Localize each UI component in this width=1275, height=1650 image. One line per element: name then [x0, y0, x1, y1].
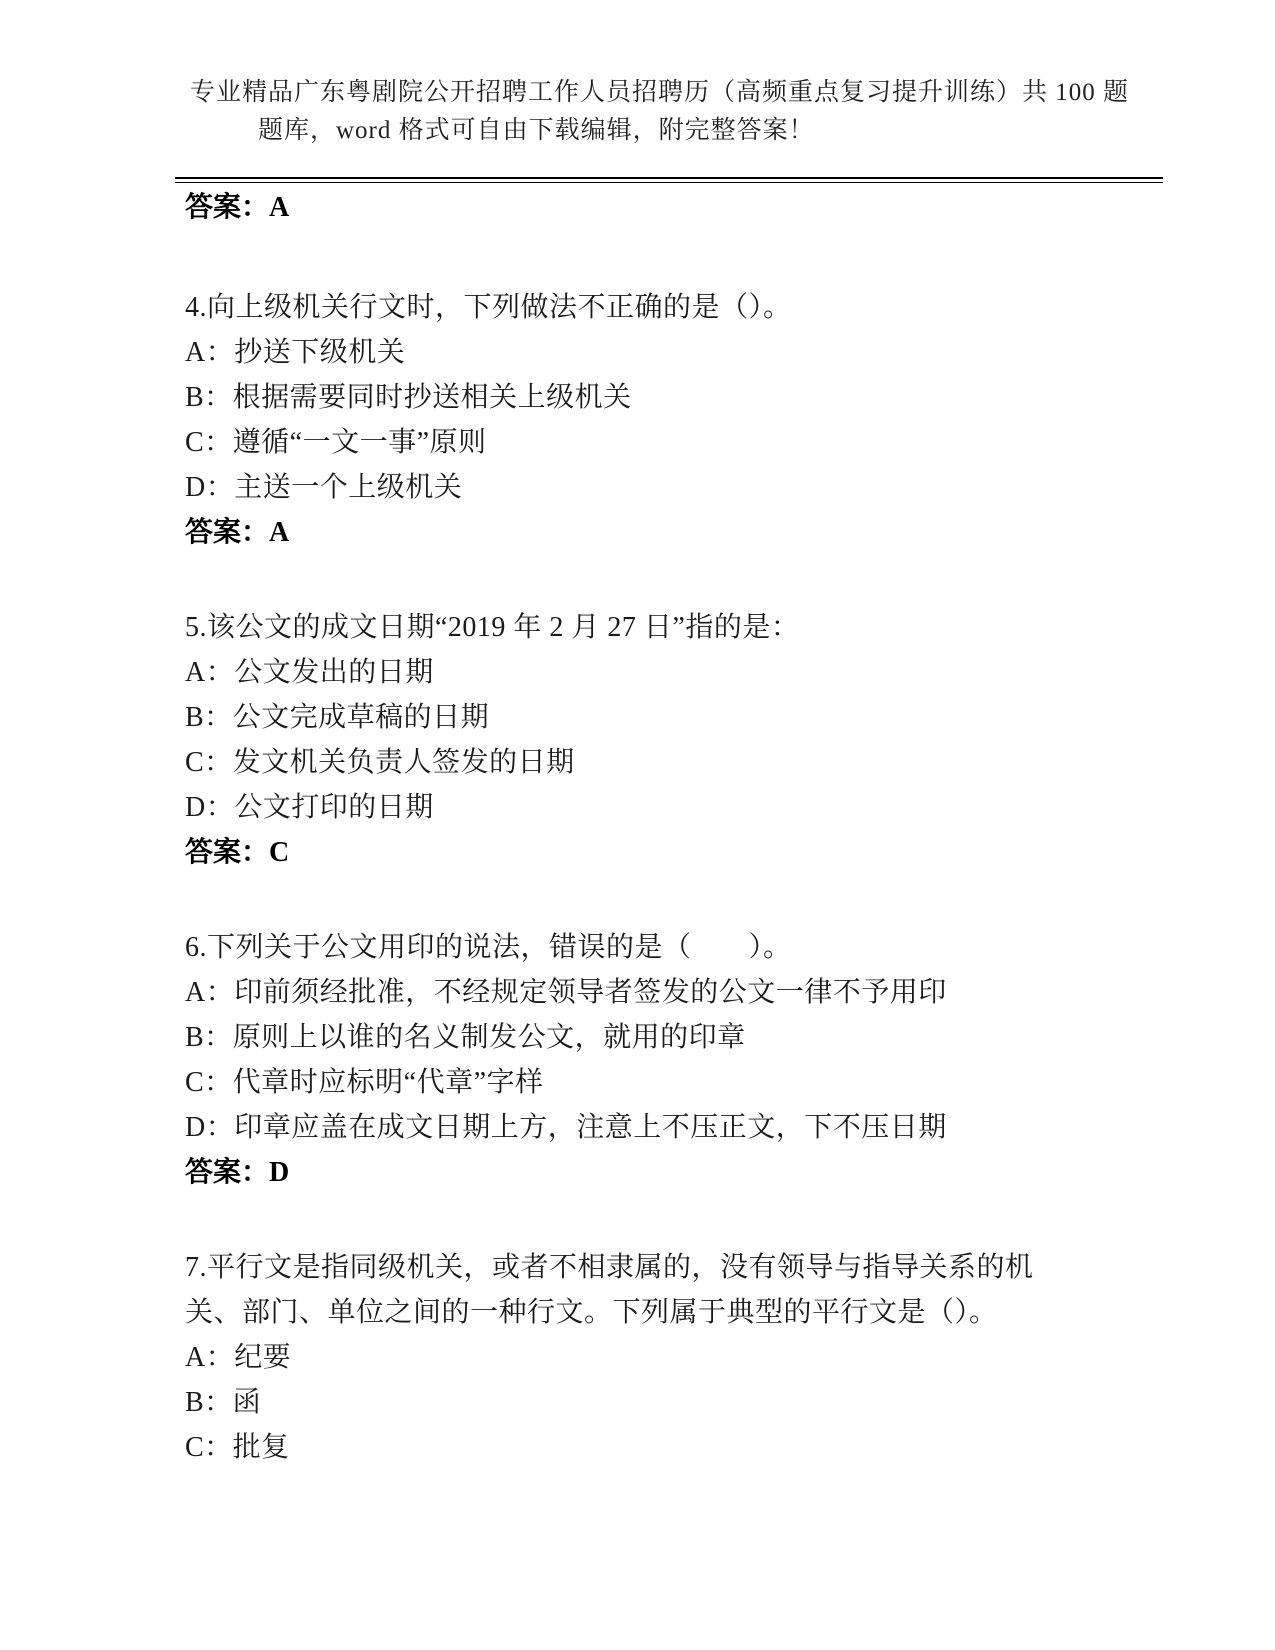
- question-option: B：原则上以谁的名义制发公文，就用的印章: [185, 1022, 746, 1053]
- question-block: [185, 605, 1035, 875]
- answer-line: 答案：D: [185, 1157, 290, 1188]
- question-option: C：代章时应标明“代章”字样: [185, 1067, 544, 1098]
- document-header-line2: 题库，word 格式可自由下载编辑，附完整答案！: [258, 117, 815, 144]
- question-option: C：遵循“一文一事”原则: [185, 427, 487, 458]
- question-stem: 5.该公文的成文日期“2019 年 2 月 27 日”指的是：: [185, 612, 800, 643]
- question-option: A：纪要: [185, 1342, 292, 1373]
- question-stem: 6.下列关于公文用印的说法，错误的是（ ）。: [185, 932, 792, 963]
- question-option: A：抄送下级机关: [185, 337, 406, 368]
- header-divider-double-rule: [175, 177, 1163, 183]
- answer-line: 答案：A: [185, 517, 290, 548]
- question-option: B：函: [185, 1387, 262, 1418]
- question-option: D：印章应盖在成文日期上方，注意上不压正文，下不压日期: [185, 1112, 947, 1143]
- question-stem: 4.向上级机关行文时，下列做法不正确的是（）。: [185, 292, 792, 323]
- answer-line: 答案：C: [185, 837, 290, 868]
- question-option: A：印前须经批准，不经规定领导者签发的公文一律不予用印: [185, 977, 947, 1008]
- document-header-line1: 专业精品广东粤剧院公开招聘工作人员招聘历（高频重点复习提升训练）共 100 题: [190, 79, 1130, 106]
- question-option: C：发文机关负责人签发的日期: [185, 747, 575, 778]
- answer-line: 答案：A: [185, 192, 290, 223]
- question-option: B：根据需要同时抄送相关上级机关: [185, 382, 632, 413]
- question-option: D：主送一个上级机关: [185, 472, 463, 503]
- question-option: C：批复: [185, 1432, 290, 1463]
- question-option: B：公文完成草稿的日期: [185, 702, 490, 733]
- question-option: D：公文打印的日期: [185, 792, 434, 823]
- question-block: [185, 1245, 1035, 1470]
- question-block: [185, 925, 1035, 1195]
- question-option: A：公文发出的日期: [185, 657, 434, 688]
- question-block: [185, 285, 1035, 555]
- question-stem: 7.平行文是指同级机关，或者不相隶属的，没有领导与指导关系的机关、部门、单位之间的一种行文。下列属于典型的平行文是（）。: [185, 1252, 1034, 1328]
- question-list: [185, 285, 1035, 1520]
